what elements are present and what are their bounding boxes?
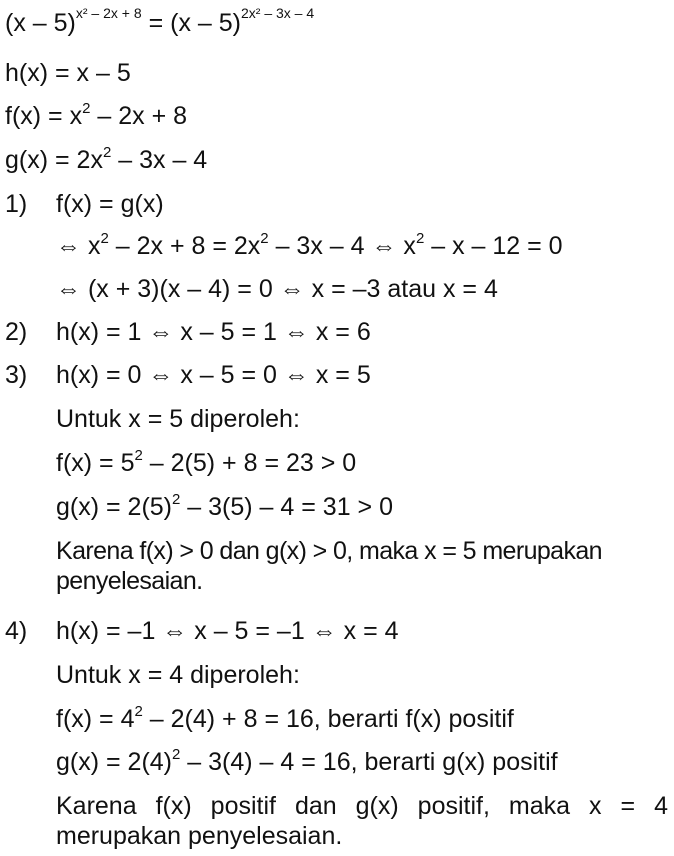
definition-h: h(x) = x – 5 xyxy=(5,59,131,87)
main-equation xyxy=(5,5,315,41)
main-equation-exponent-right: 2x² – 3x – 4 xyxy=(240,5,315,21)
case-3-number: 3) xyxy=(5,361,28,389)
case-3-conclusion: Karena f(x) > 0 dan g(x) > 0, maka x = 5 merupakan penyelesaian. xyxy=(56,537,602,595)
case-1-line-1: f(x) = g(x) xyxy=(56,190,164,218)
case-2-number: 2) xyxy=(5,318,28,346)
case-3-line-1: h(x) = 0 ⇔ x – 5 = 0 ⇔ x = 5 xyxy=(56,361,371,389)
case-3-line-2: Untuk x = 5 diperoleh: xyxy=(56,405,300,433)
case-4-line-4: $g(x) = 2(4)^2 - 3(4) - 4 = 16$, berarti g(x) positif xyxy=(56,746,558,776)
definition-f: $f(x) = x^2 - 2x + 8$ xyxy=(5,100,188,130)
case-1-line-3: ⇔ (x + 3)(x – 4) = 0 ⇔ x = –3 atau x = 4 xyxy=(56,275,498,303)
case-4-conclusion: Karena f(x) positif dan g(x) positif, maka x = 4 merupakan penyelesaian. xyxy=(56,792,668,850)
case-4-number: 4) xyxy=(5,617,28,645)
main-equation-exponent-left: x² – 2x + 8 xyxy=(75,5,142,21)
case-4-line-1: h(x) = –1 ⇔ x – 5 = –1 ⇔ x = 4 xyxy=(56,617,399,645)
case-1-number: 1) xyxy=(5,190,28,218)
case-3-line-4: $g(x) = 2(5)^2 - 3(5) - 4 = 31 > 0$ xyxy=(56,491,394,521)
case-4-line-2: Untuk x = 4 diperoleh: xyxy=(56,661,300,689)
main-equation-base-right: (x – 5) xyxy=(170,9,241,37)
case-4-line-3: $f(x) = 4^2 - 2(4) + 8 = 16$, berarti f(x) positif xyxy=(56,703,514,733)
case-3-line-3: $f(x) = 5^2 - 2(5) + 8 = 23 > 0$ xyxy=(56,447,357,477)
definition-g: $g(x) = 2x^2 - 3x - 4$ xyxy=(5,144,208,174)
case-2-line-1: h(x) = 1 ⇔ x – 5 = 1 ⇔ x = 6 xyxy=(56,318,371,346)
case-1-line-2: ⇔ $x^2 - 2x + 8 = 2x^2 - 3x - 4$ ⇔ $x^2 - x - 12 = 0$ xyxy=(56,230,563,260)
main-equation-base-left: (x – 5) xyxy=(5,9,76,37)
main-equation-equals: = xyxy=(141,9,171,37)
